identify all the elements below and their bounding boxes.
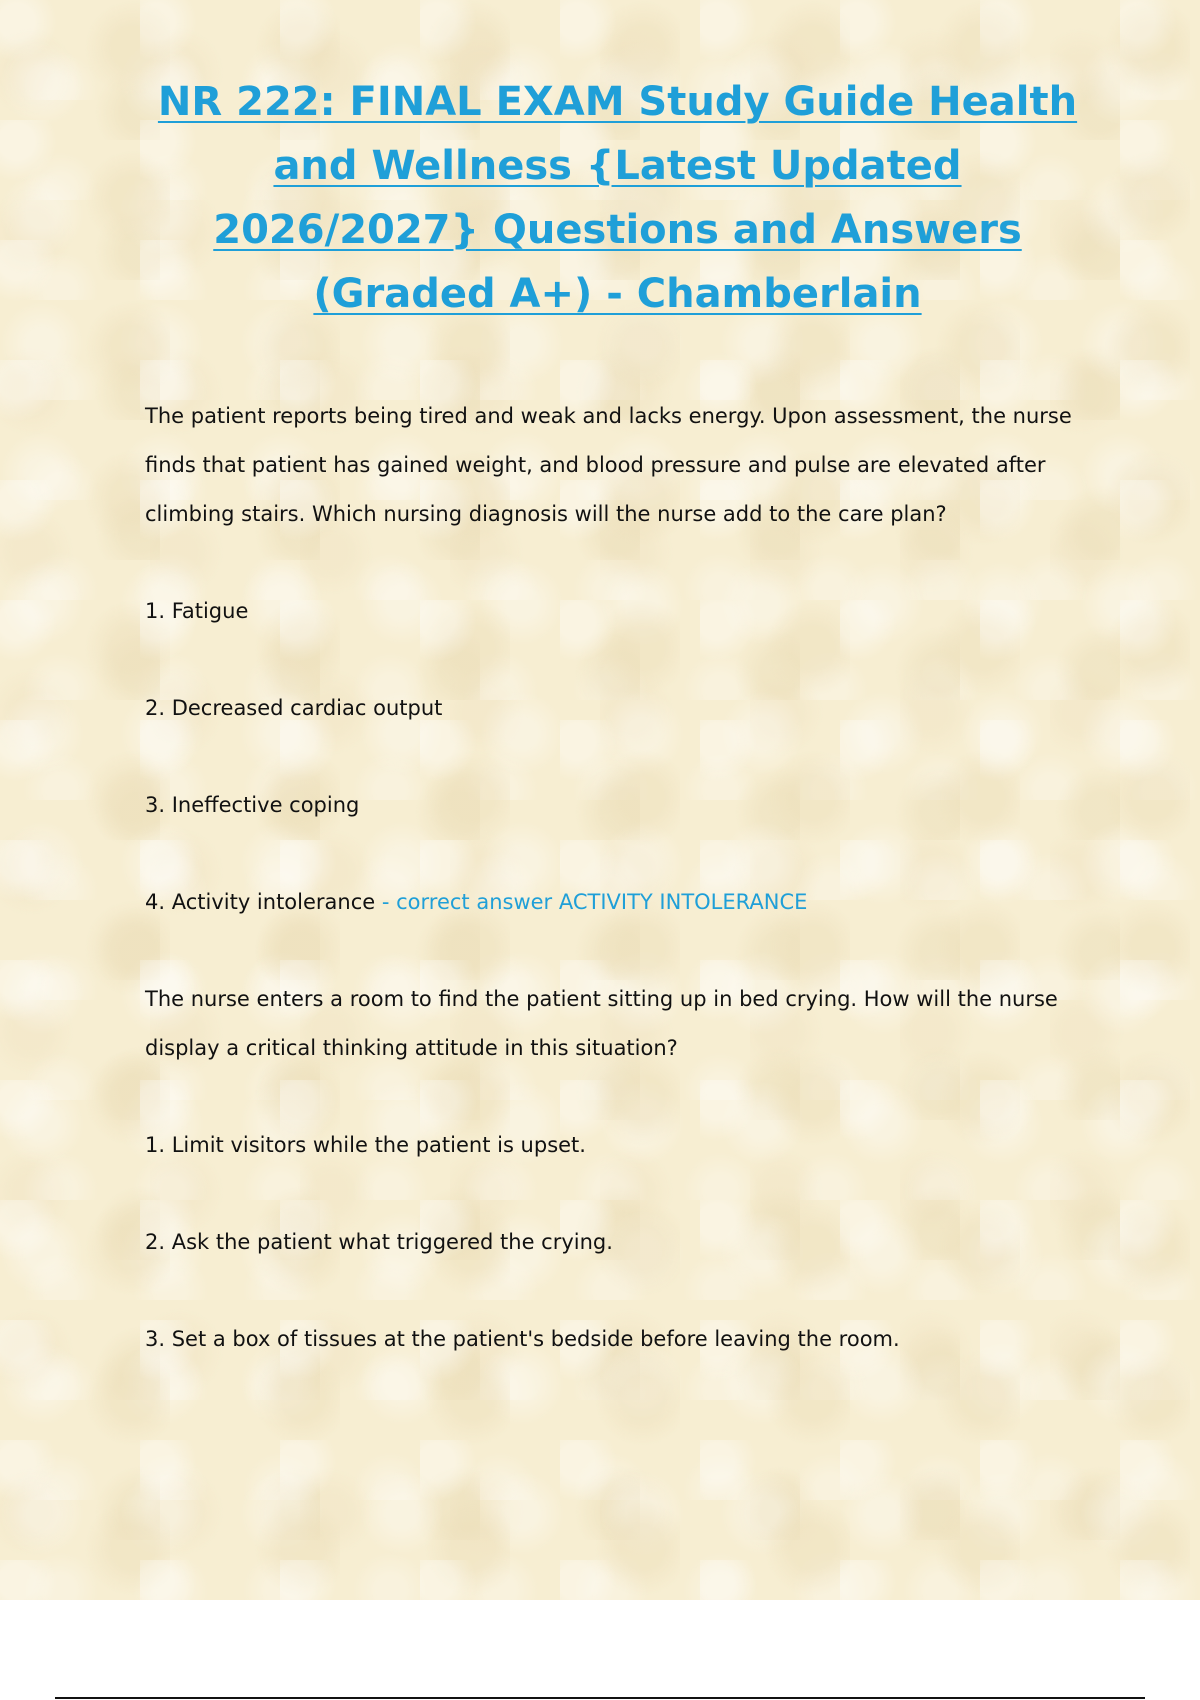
question-1-option-4: 4. Activity intolerance: [145, 890, 376, 914]
document-title: NR 222: FINAL EXAM Study Guide Health and Wellness {Latest Updated 2026/2027} Questions and Answers (Graded A+) - Chamberlain: [157, 79, 1078, 317]
question-1-correct-answer: - correct answer ACTIVITY INTOLERANCE: [381, 890, 808, 914]
document-body: [145, 392, 1095, 1412]
question-2-option-1: 1. Limit visitors while the patient is upset.: [145, 1133, 586, 1157]
footer-divider: [55, 1697, 1145, 1699]
question-1-option-2: 2. Decreased cardiac output: [145, 696, 443, 720]
question-2-text: The nurse enters a room to find the patient sitting up in bed crying. How will the nurse display a critical thinking attitude in this situation?: [145, 987, 1058, 1060]
question-2-option-3: 3. Set a box of tissues at the patient's bedside before leaving the room.: [145, 1327, 900, 1351]
question-1-text: The patient reports being tired and weak and lacks energy. Upon assessment, the nurse finds that patient has gained weight, and blood pressure and pulse are elevated after climbing stairs. Which nursing diagnosis will the nurse add to the care plan?: [145, 404, 1072, 526]
question-1-option-3: 3. Ineffective coping: [145, 793, 360, 817]
question-1-option-4-line: [145, 878, 1095, 927]
question-1-option-1: 1. Fatigue: [145, 599, 249, 623]
question-2-option-2: 2. Ask the patient what triggered the crying.: [145, 1230, 613, 1254]
